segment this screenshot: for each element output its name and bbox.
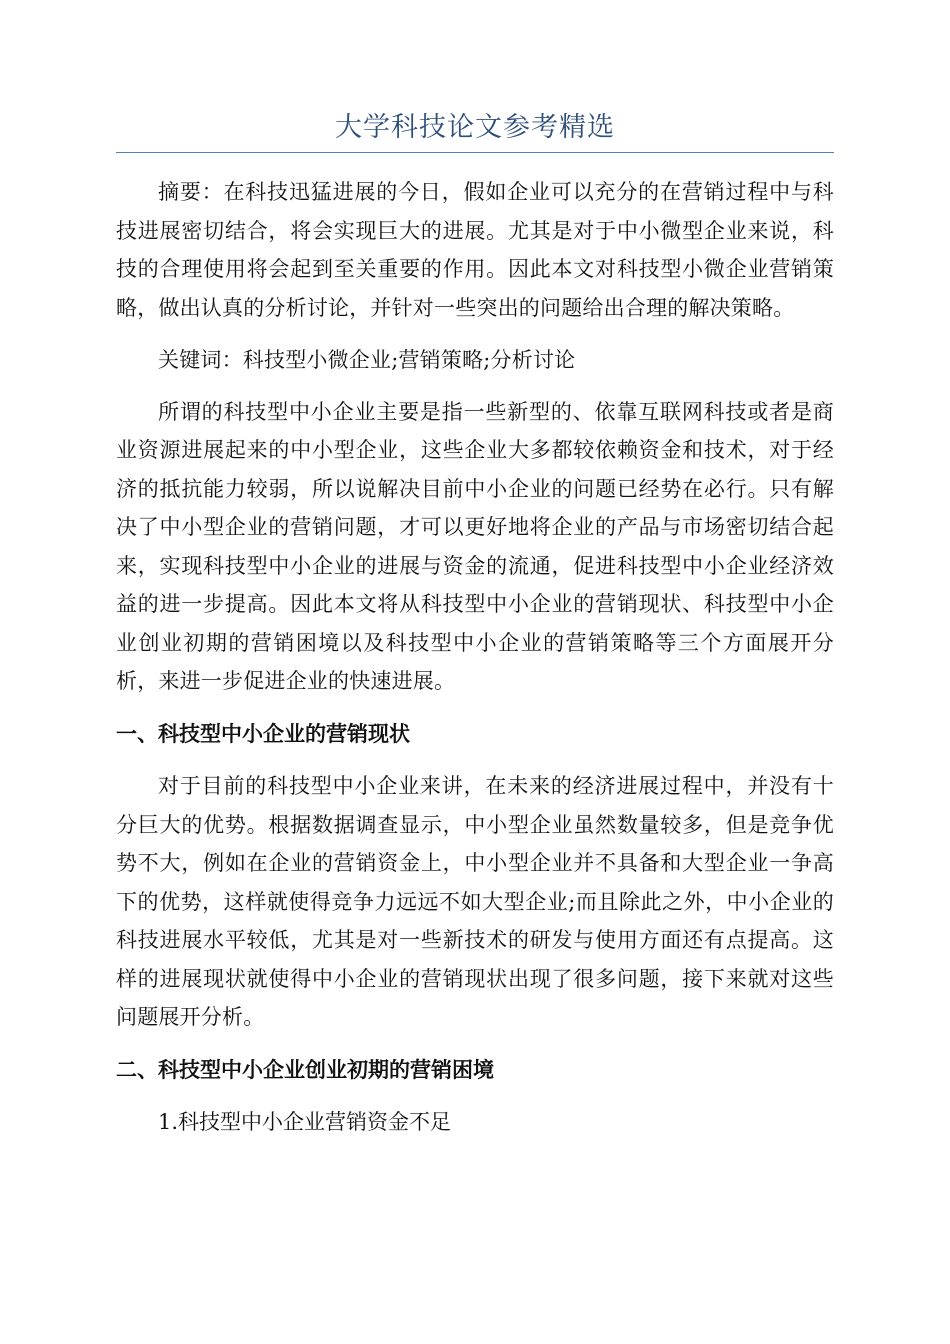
- abstract-paragraph: 摘要：在科技迅猛进展的今日，假如企业可以充分的在营销过程中与科技进展密切结合，将会实现巨大的进展。尤其是对于中小微型企业来说，科技的合理使用将会起到至关重要的作用。因此本文对科技型小微企业营销策略，做出认真的分析讨论，并针对一些突出的问题给出合理的解决策略。: [116, 180, 834, 320]
- section-1-paragraph: 对于目前的科技型中小企业来讲，在未来的经济进展过程中，并没有十分巨大的优势。根据数据调查显示，中小型企业虽然数量较多，但是竞争优势不大，例如在企业的营销资金上，中小型企业并不具备和大型企业一争高下的优势，这样就使得竞争力远远不如大型企业;而且除此之外，中小企业的科技进展水平较低，尤其是对一些新技术的研发与使用方面还有点提高。这样的进展现状就使得中小企业的营销现状出现了很多问题，接下来就对这些问题展开分析。: [116, 774, 834, 1029]
- subsection-heading-2-1: 1.科技型中小企业营销资金不足: [158, 1110, 452, 1134]
- document-page: [116, 108, 834, 1142]
- section-heading-1: 一、科技型中小企业的营销现状: [116, 721, 410, 746]
- document-title: 大学科技论文参考精选: [335, 112, 615, 143]
- keywords-paragraph: 关键词：科技型小微企业;营销策略;分析讨论: [158, 348, 576, 372]
- intro-paragraph: 所谓的科技型中小企业主要是指一些新型的、依靠互联网科技或者是商业资源进展起来的中小型企业，这些企业大多都较依赖资金和技术，对于经济的抵抗能力较弱，所以说解决目前中小企业的问题已经势在必行。只有解决了中小型企业的营销问题，才可以更好地将企业的产品与市场密切结合起来，实现科技型中小企业的进展与资金的流通，促进科技型中小企业经济效益的进一步提高。因此本文将从科技型中小企业的营销现状、科技型中小企业创业初期的营销困境以及科技型中小企业的营销策略等三个方面展开分析，来进一步促进企业的快速进展。: [116, 399, 834, 693]
- section-heading-2: 二、科技型中小企业创业初期的营销困境: [116, 1057, 494, 1082]
- title-underline: [116, 152, 834, 153]
